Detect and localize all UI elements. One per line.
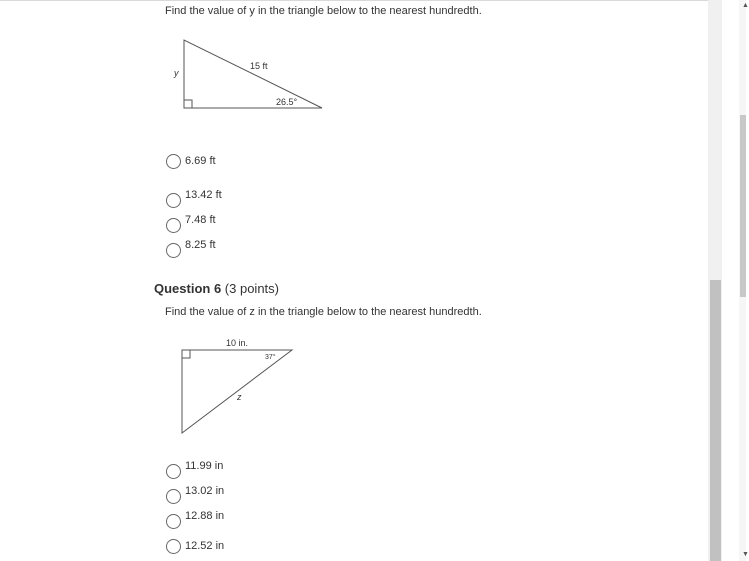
question-6-option-4[interactable] [166, 537, 224, 555]
question-5-option-1[interactable] [166, 152, 216, 170]
option-label: 13.02 in [185, 485, 225, 497]
top-side-label: 10 in. [226, 338, 249, 348]
radio-button[interactable] [166, 218, 181, 233]
question-6-option-1[interactable] [166, 462, 223, 480]
option-label: 8.25 ft [185, 239, 216, 251]
top-divider [0, 0, 712, 1]
question-6-title [154, 281, 279, 296]
question-6-option-2[interactable] [166, 487, 224, 505]
triangle-shape [184, 40, 322, 108]
radio-button[interactable] [166, 514, 181, 529]
question-5-triangle-figure [160, 35, 330, 115]
side-z-label: z [237, 392, 242, 402]
hypotenuse-label: 15 ft [250, 61, 268, 71]
window-scrollbar-thumb[interactable] [740, 115, 746, 297]
right-angle-marker [182, 350, 190, 358]
question-5-prompt: Find the value of y in the triangle below to the nearest hundredth. [165, 5, 482, 17]
option-label: 12.52 in [185, 540, 225, 552]
right-angle-marker [184, 100, 192, 108]
scroll-up-arrow-icon[interactable]: ▲ [742, 2, 749, 9]
angle-label: 26.5° [276, 97, 298, 107]
option-label: 6.69 ft [185, 155, 216, 167]
question-6-option-3[interactable] [166, 512, 224, 530]
question-6-number: Question 6 [154, 281, 222, 296]
content-scrollbar-thumb[interactable] [710, 280, 721, 561]
question-6-points: (3 points) [221, 281, 279, 296]
option-label: 13.42 ft [185, 189, 222, 201]
side-y-label: y [174, 68, 179, 78]
radio-button[interactable] [166, 539, 181, 554]
option-label: 11.99 in [185, 460, 224, 472]
question-6-prompt: Find the value of z in the triangle below to the nearest hundredth. [165, 306, 482, 318]
radio-button[interactable] [166, 243, 181, 258]
scroll-down-arrow-icon[interactable]: ▼ [742, 551, 749, 558]
angle-label: 37° [265, 354, 276, 361]
radio-button[interactable] [166, 154, 181, 169]
question-5-option-2[interactable] [166, 191, 222, 209]
option-label: 7.48 ft [185, 214, 216, 226]
question-5-option-3[interactable] [166, 216, 216, 234]
radio-button[interactable] [166, 193, 181, 208]
radio-button[interactable] [166, 464, 181, 479]
question-5-option-4[interactable] [166, 241, 216, 259]
question-6-triangle-figure [170, 333, 300, 438]
option-label: 12.88 in [185, 510, 225, 522]
radio-button[interactable] [166, 489, 181, 504]
